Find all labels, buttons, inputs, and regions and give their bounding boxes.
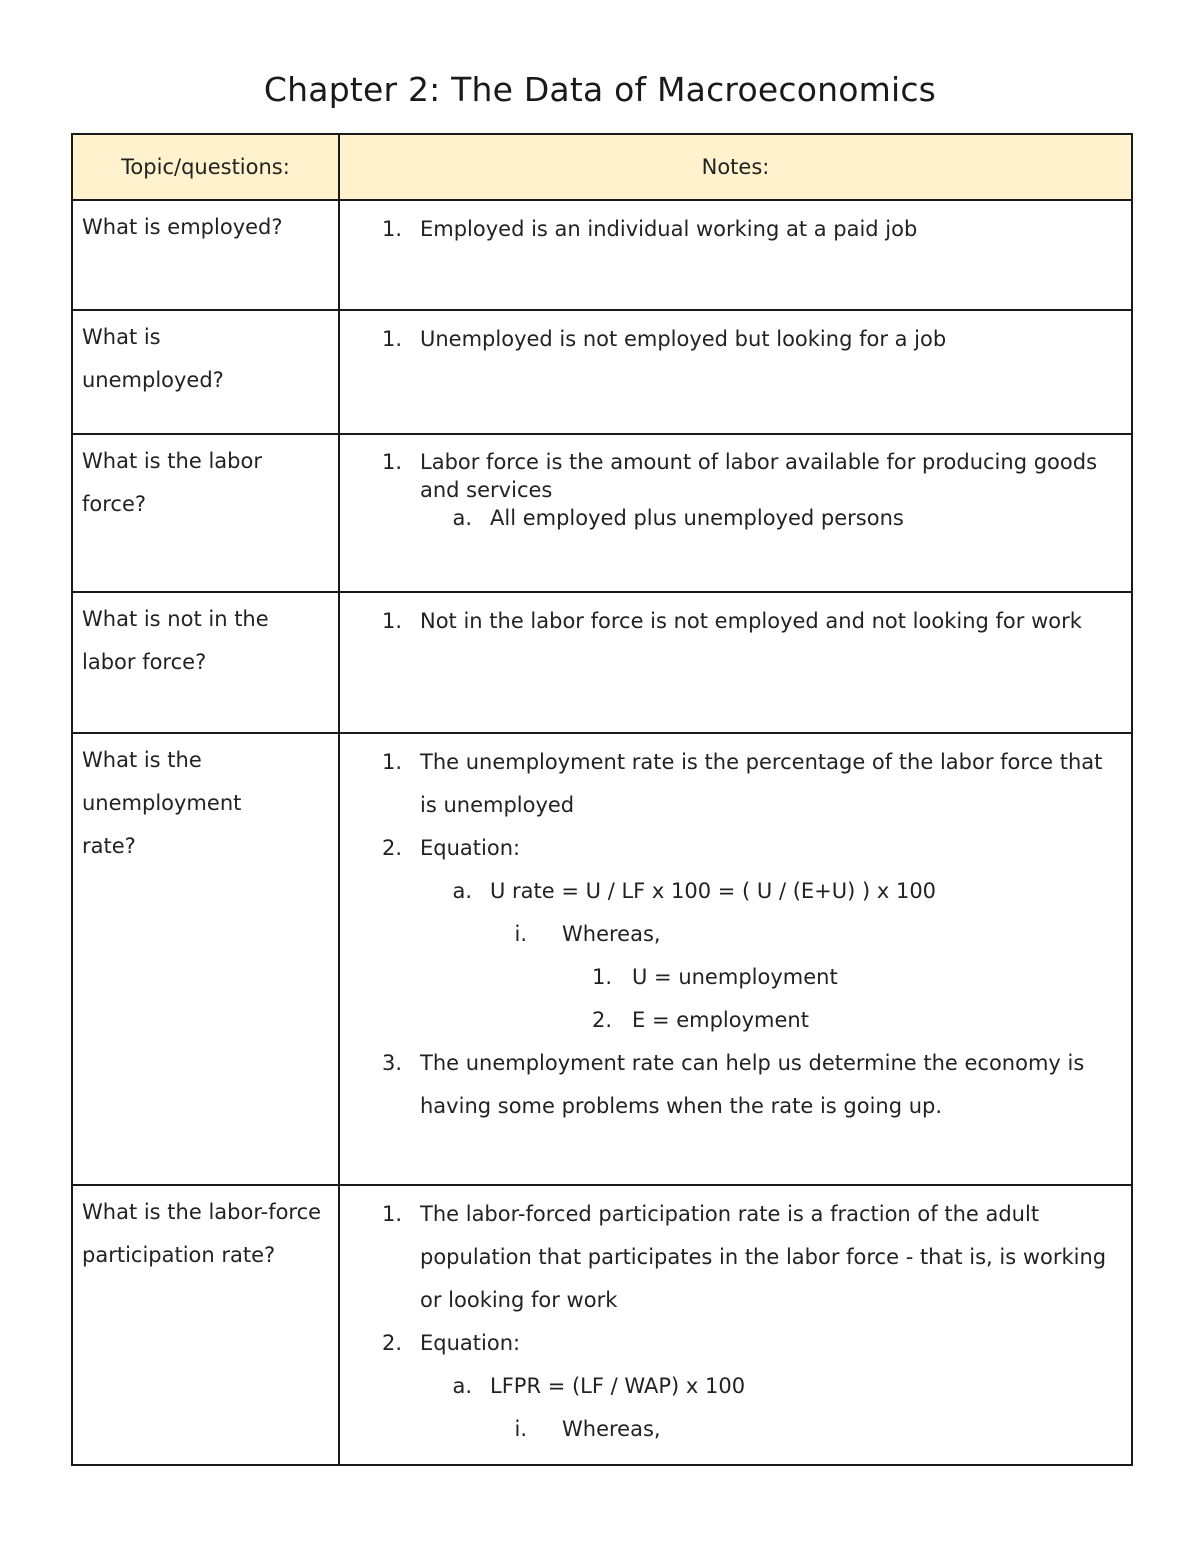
- list-marker: 2.: [381, 836, 402, 860]
- list-marker: 1.: [381, 450, 402, 474]
- table-header-row: [72, 134, 1132, 200]
- list-marker: a.: [452, 506, 472, 530]
- note-text: Whereas,: [562, 922, 661, 946]
- list-item: [340, 999, 1111, 1042]
- notes-table: [71, 133, 1133, 1466]
- list-marker: 1.: [591, 965, 612, 989]
- list-item: [340, 208, 1111, 251]
- note-text: E = employment: [632, 1008, 809, 1032]
- notes-column-header: Notes:: [339, 134, 1132, 200]
- list-marker: 2.: [591, 1008, 612, 1032]
- list-item: [340, 318, 1111, 361]
- note-text: The unemployment rate is the percentage of the labor force that is unemployed: [420, 750, 1103, 817]
- topic-column-header: Topic/questions:: [72, 134, 339, 200]
- table-row: [72, 310, 1132, 434]
- topic-text: What is the unemployment rate?: [82, 748, 242, 858]
- list-item: [340, 913, 1111, 956]
- topic-cell: [72, 310, 339, 434]
- note-text: Equation:: [420, 1331, 521, 1355]
- list-item: [340, 956, 1111, 999]
- list-item: [340, 1193, 1111, 1322]
- note-text: Not in the labor force is not employed and not looking for work: [420, 609, 1082, 633]
- list-marker: 1.: [381, 750, 402, 774]
- notes-cell: [339, 200, 1132, 310]
- list-item: [340, 1408, 1111, 1451]
- topic-cell: [72, 200, 339, 310]
- topic-text: What is the labor-force participation rate?: [82, 1200, 322, 1267]
- table-row: [72, 592, 1132, 733]
- topic-text: What is not in the labor force?: [82, 607, 269, 674]
- note-text: Labor force is the amount of labor available for producing goods and services: [420, 450, 1098, 502]
- note-text: U = unemployment: [632, 965, 838, 989]
- table-row: [72, 200, 1132, 310]
- note-text: All employed plus unemployed persons: [490, 506, 904, 530]
- list-marker: 1.: [381, 1202, 402, 1226]
- notes-cell: [339, 434, 1132, 592]
- list-marker: i.: [514, 1417, 527, 1441]
- list-item: [340, 1365, 1111, 1408]
- note-text: Employed is an individual working at a paid job: [420, 217, 918, 241]
- list-marker: a.: [452, 879, 472, 903]
- note-text: LFPR = (LF / WAP) x 100: [490, 1374, 746, 1398]
- note-text: The unemployment rate can help us determine the economy is having some problems when the rate is going up.: [420, 1051, 1085, 1118]
- table-row: [72, 434, 1132, 592]
- note-text: U rate = U / LF x 100 = ( U / (E+U) ) x 100: [490, 879, 937, 903]
- list-item: [340, 870, 1111, 913]
- note-text: Whereas,: [562, 1417, 661, 1441]
- list-item: [340, 448, 1111, 504]
- list-item: [340, 1322, 1111, 1365]
- topic-cell: [72, 1185, 339, 1465]
- page-title: Chapter 2: The Data of Macroeconomics: [263, 70, 937, 109]
- list-item: [340, 504, 1111, 532]
- list-marker: 1.: [381, 217, 402, 241]
- table-row: [72, 1185, 1132, 1465]
- list-item: [340, 600, 1111, 643]
- notes-cell: [339, 1185, 1132, 1465]
- list-marker: i.: [514, 922, 527, 946]
- list-marker: 1.: [381, 327, 402, 351]
- table-row: [72, 733, 1132, 1185]
- topic-cell: [72, 592, 339, 733]
- topic-text: What is the labor force?: [82, 449, 262, 516]
- note-text: Equation:: [420, 836, 521, 860]
- note-text: Unemployed is not employed but looking for a job: [420, 327, 947, 351]
- topic-cell: [72, 434, 339, 592]
- note-text: The labor-forced participation rate is a fraction of the adult population that participates in the labor force - that is, is working or looking for work: [420, 1202, 1107, 1312]
- list-item: [340, 1042, 1111, 1128]
- list-item: [340, 827, 1111, 870]
- notes-cell: [339, 592, 1132, 733]
- list-item: [340, 741, 1111, 827]
- list-marker: 3.: [381, 1051, 402, 1075]
- topic-cell: [72, 733, 339, 1185]
- topic-text: What is unemployed?: [82, 325, 224, 392]
- list-marker: 2.: [381, 1331, 402, 1355]
- list-marker: 1.: [381, 609, 402, 633]
- list-marker: a.: [452, 1374, 472, 1398]
- topic-text: What is employed?: [82, 215, 283, 239]
- notes-cell: [339, 733, 1132, 1185]
- notes-cell: [339, 310, 1132, 434]
